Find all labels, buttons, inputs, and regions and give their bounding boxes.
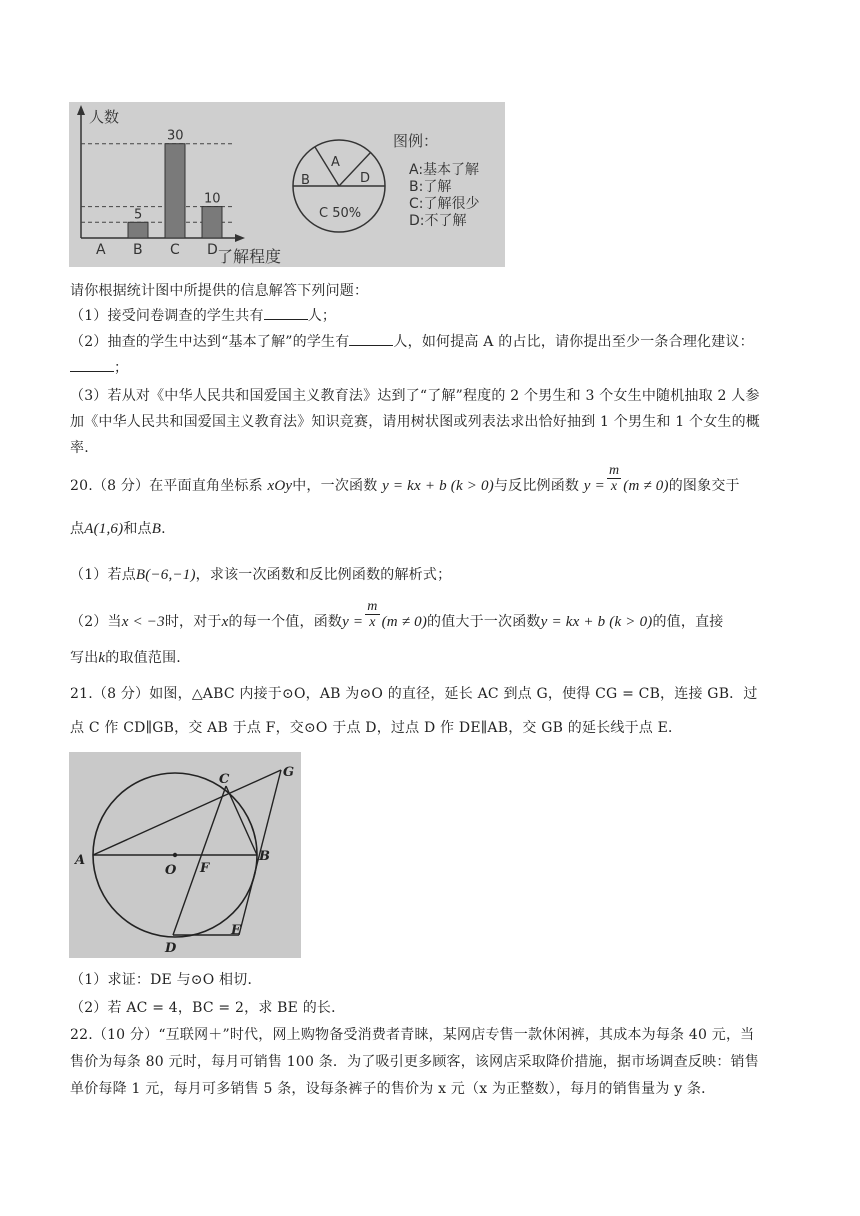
q22-line1: 22.（10 分）“互联网＋”时代，网上购物备受消费者青睐，某网店专售一款休闲裤，其成本为每条 40 元，当: [70, 1027, 755, 1043]
q20-p2-linear: y = kx + b (k > 0): [540, 614, 653, 630]
q19-part1-text-b: 人；: [307, 308, 337, 324]
q19-part2: [70, 331, 754, 352]
category-label-c: C: [170, 242, 180, 258]
q20-p2-line2-b: 的取值范围.: [105, 650, 181, 666]
legend-item-d: D:不了解: [409, 213, 467, 229]
x-axis-arrow: [235, 234, 245, 242]
q20-frac-den: x: [610, 478, 618, 494]
category-label-d: D: [207, 242, 218, 258]
q20-line2-c: .: [161, 521, 166, 537]
label-d: D: [165, 941, 177, 956]
y-axis-label: 人数: [89, 108, 120, 126]
label-g: G: [283, 765, 295, 780]
label-b: B: [259, 849, 270, 864]
q20-mid1: 中，一次函数: [292, 478, 378, 494]
geometry-figure: [69, 752, 301, 958]
q20-part1: [70, 565, 451, 585]
q19-part2-suggestion: [70, 357, 128, 378]
q20-p1-b: ，求该一次函数和反比例函数的解析式；: [195, 567, 452, 583]
bar-value-label-d: 10: [204, 191, 221, 207]
q20-point-a: A(1,6): [84, 521, 124, 537]
pie-label-a: A: [331, 155, 340, 170]
q19-part2-text-b: 人，如何提高 A 的占比，请你提出至少一条合理化建议：: [393, 334, 754, 350]
q20-coord: xOy: [267, 478, 293, 494]
pie-label-c: C 50%: [319, 206, 362, 221]
bar-d: [202, 207, 222, 238]
q20-head: 20.（8 分）在平面直角坐标系: [70, 478, 263, 494]
q21-line2: 点 C 作 CD∥GB，交 AB 于点 F，交⊙O 于点 D，过点 D 作 DE∥AB，交 GB 的延长线于点 E．: [70, 720, 683, 736]
q20-p2-inverse-condition: (m ≠ 0): [381, 614, 428, 630]
q19-part2-text-c: ；: [114, 360, 129, 376]
label-e: E: [231, 923, 241, 938]
label-o: O: [165, 863, 177, 878]
q19-part1-text-a: （1）接受问卷调查的学生共有: [70, 308, 264, 324]
q19-intro: 请你根据统计图中所提供的信息解答下列问题：: [70, 283, 369, 299]
bar-b: [128, 222, 148, 238]
category-labels: [96, 242, 218, 258]
q20-point-b: B: [151, 521, 162, 537]
category-label-a: A: [96, 242, 106, 258]
category-label-b: B: [133, 242, 143, 258]
y-axis-arrow: [77, 105, 85, 115]
q19-part3-line1: （3）若从对《中华人民共和国爱国主义教育法》达到了“了解”程度的 2 个男生和 3 个女生中随机抽取 2 人参: [70, 388, 760, 404]
statistics-figure: [69, 102, 505, 267]
center-point: [173, 853, 177, 857]
segment-cb: [226, 786, 257, 855]
legend-item-c: C:了解很少: [409, 196, 480, 212]
q20-part2-line2: [70, 648, 181, 668]
q20-p2-c: 的每一个值，函数: [228, 614, 343, 630]
pie-label-b: B: [301, 173, 310, 188]
q20-p2-x: x: [221, 614, 229, 630]
q20-inverse-lhs: y =: [583, 478, 605, 494]
bar-value-label-b: 5: [134, 207, 143, 223]
bar-value-label-c: 30: [167, 128, 184, 144]
q19-part3-line2: 加《中华人民共和国爱国主义教育法》知识竞赛，请用树状图或列表法求出恰好抽到 1 个男生和 1 个女生的概: [70, 414, 761, 430]
statistics-chart-svg: [69, 102, 505, 267]
q20-p2-b: 时，对于: [164, 614, 222, 630]
legend-item-b: B:了解: [409, 179, 452, 195]
q21-line1: 21.（8 分）如图，△ABC 内接于⊙O，AB 为⊙O 的直径，延长 AC 到点 G，使得 CG = CB，连接 GB．过: [70, 686, 758, 702]
q20-line2-b: 和点: [123, 521, 152, 537]
q19-part3-line3: 率.: [70, 440, 89, 456]
q19-part2-text-a: （2）抽查的学生中达到“基本了解”的学生有: [70, 334, 350, 350]
q20-p2-frac-den: x: [369, 614, 376, 630]
legend-item-a: A:基本了解: [409, 162, 480, 178]
q20-p2-frac-num: m: [367, 598, 378, 614]
x-axis-label: 了解程度: [217, 247, 282, 266]
q20-line2-a: 点: [70, 521, 85, 537]
q20-p2-a: （2）当: [70, 614, 122, 630]
q20-inverse-fraction: [607, 463, 621, 494]
q20-mid2: 与反比例函数: [493, 478, 580, 494]
q20-inverse-condition: (m ≠ 0): [623, 478, 669, 494]
q20-p2-line2-a: 写出: [70, 650, 99, 666]
q19-part1-blank: [264, 305, 308, 320]
q21-part1: （1）求证：DE 与⊙O 相切．: [70, 972, 262, 988]
q19-part2-suggestion-blank: [70, 357, 114, 372]
q20-p2-inverse-fraction: [365, 599, 379, 630]
label-c: C: [219, 772, 230, 787]
q20-p1-a: （1）若点: [70, 567, 136, 583]
q20-p2-inverse-lhs: y =: [342, 614, 364, 630]
q20-linear-function: y = kx + b (k > 0): [382, 478, 494, 494]
q22-line2: 售价为每条 80 元时，每月可销售 100 条．为了吸引更多顾客，该网店采取降价措施，据市场调查反映：销售: [70, 1054, 759, 1070]
q19-part2-blank: [349, 331, 393, 346]
q20-part2: [70, 598, 724, 632]
label-f: F: [200, 861, 210, 876]
geometry-svg: [69, 752, 301, 958]
q21-part2: （2）若 AC = 4，BC = 2，求 BE 的长．: [70, 1000, 346, 1016]
legend-title: 图例：: [393, 132, 439, 150]
segment-ag: [93, 770, 281, 855]
q20-mid3: 的图象交于: [668, 478, 740, 494]
q20-p2-d: 的值大于一次函数: [427, 614, 541, 630]
q22-line3: 单价每降 1 元，每月可多销售 5 条，设每条裤子的售价为 x 元（x 为正整数），每月的销售量为 y 条．: [70, 1081, 716, 1097]
q20-p2-condition: x < −3: [121, 614, 165, 630]
label-a: A: [75, 853, 86, 868]
q20-p1-point: B(−6,−1): [135, 567, 196, 583]
q19-part1: [70, 305, 336, 326]
q20-line1: [70, 462, 740, 496]
bar-c: [165, 144, 185, 238]
q20-frac-num: m: [608, 462, 620, 478]
q20-p2-e: 的值，直接: [652, 614, 724, 630]
q20-p2-k: k: [98, 650, 106, 666]
q20-line2: [70, 519, 166, 539]
pie-label-d: D: [360, 171, 371, 186]
